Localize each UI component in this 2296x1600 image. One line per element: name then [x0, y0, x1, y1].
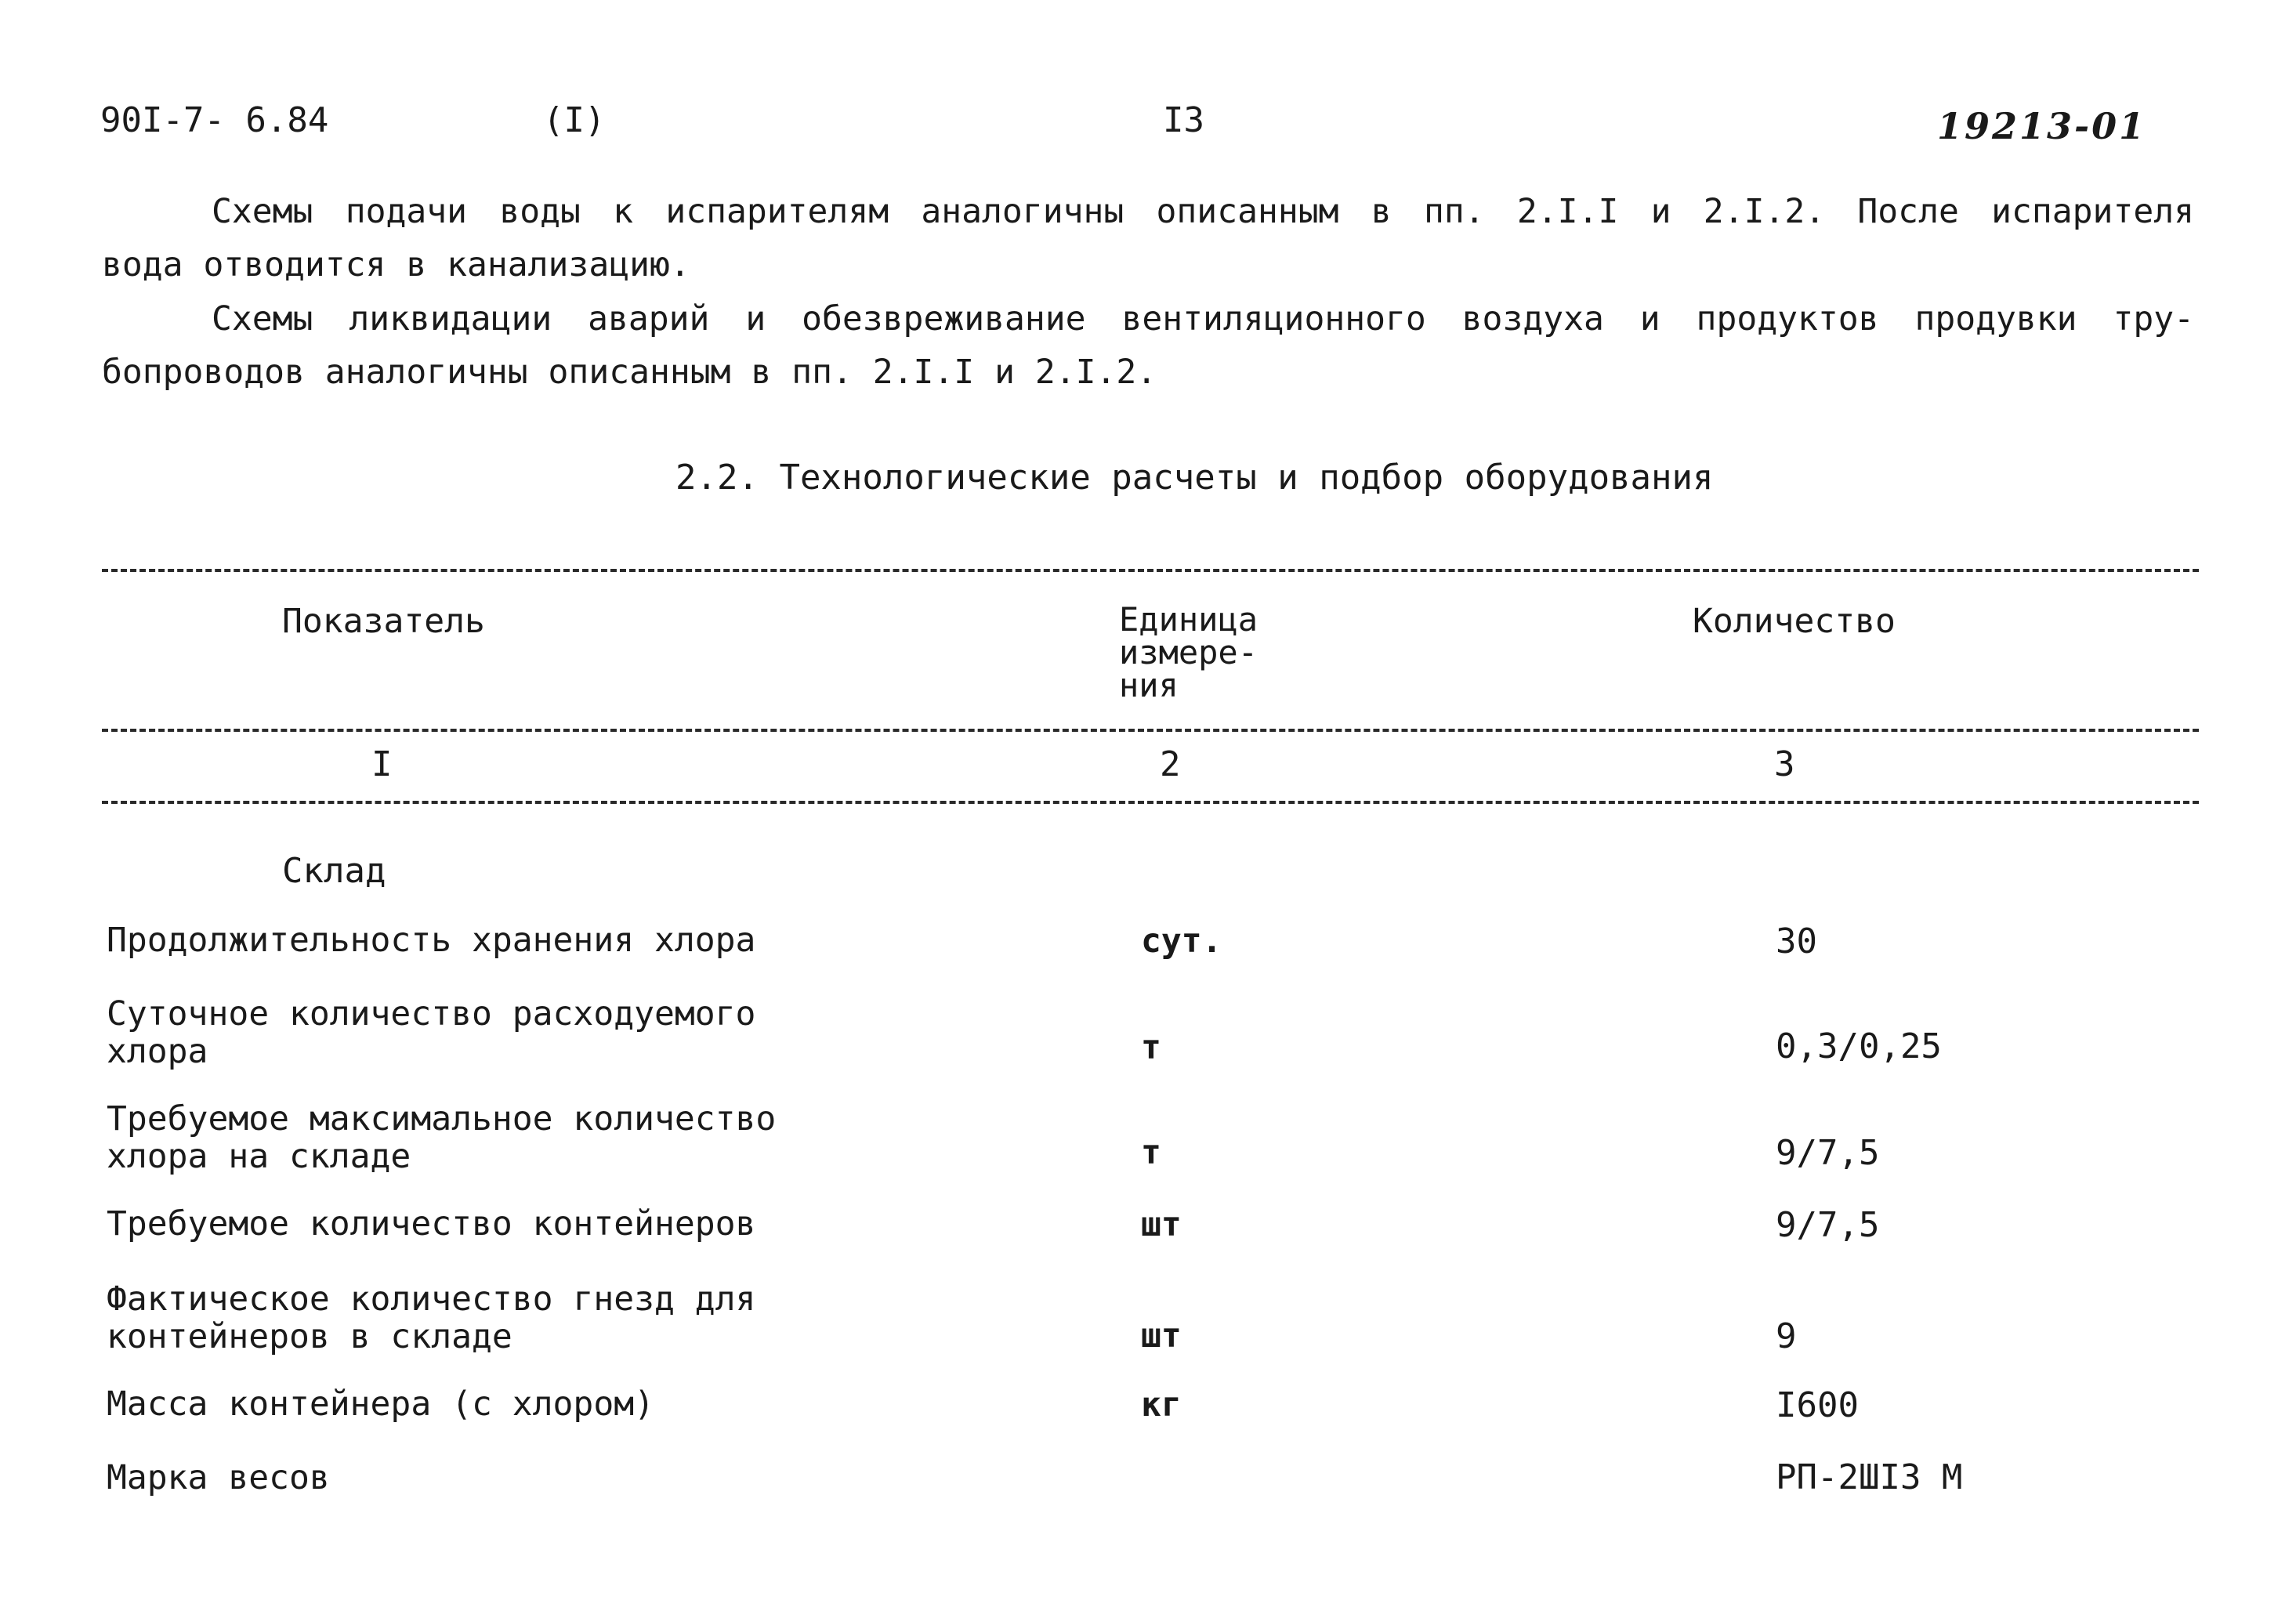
column-header-quantity: Количество — [1693, 602, 1896, 641]
column-number-3: 3 — [1774, 744, 1795, 784]
paragraph-emergency — [102, 292, 2194, 399]
table-row-unit: т — [1141, 1028, 1161, 1067]
table-row-label — [107, 1385, 654, 1423]
table-row-quantity: I600 — [1776, 1385, 1859, 1425]
table-row-quantity: 9/7,5 — [1776, 1205, 1880, 1245]
table-row-quantity: 0,3/0,25 — [1776, 1026, 1942, 1066]
column-header-unit-line: ния — [1119, 666, 1179, 704]
document-part: (I) — [543, 100, 606, 140]
row-label-line: Масса контейнера (с хлором) — [107, 1385, 654, 1424]
page-number: I3 — [1163, 100, 1204, 140]
column-header-indicator: Показатель — [282, 602, 485, 641]
table-row-quantity: 30 — [1776, 921, 1817, 961]
row-label-line: Требуемое количество контейнеров — [107, 1204, 756, 1243]
table-row-label — [107, 1100, 776, 1175]
column-header-unit-line: измере- — [1119, 633, 1258, 671]
table-row-quantity: РП-2ШI3 М — [1776, 1457, 1963, 1497]
column-number-2: 2 — [1160, 744, 1181, 784]
column-number-1: I — [371, 744, 393, 784]
table-row-unit: сут. — [1141, 921, 1222, 961]
table-row-unit: шт — [1141, 1316, 1182, 1356]
row-label-line: контейнеров в складе — [107, 1317, 512, 1356]
table-row-label — [107, 1205, 755, 1243]
paragraph-line: бопроводов аналогичны описанным в пп. 2.I.I и 2.I.2. — [102, 353, 1157, 392]
paragraph-line: Схемы ликвидации аварий и обезвреживание вентиляционного воздуха и продуктов продувки тру- — [212, 299, 2194, 338]
table-header-rule — [102, 729, 2199, 732]
table-top-rule — [102, 569, 2199, 572]
inventory-stamp: 19213-01 — [1937, 105, 2147, 147]
paragraph-line: вода отводится в канализацию. — [102, 245, 690, 284]
row-label-line: хлора на складе — [107, 1137, 411, 1176]
table-section-label: Склад — [282, 851, 386, 891]
paragraph-line: Схемы подачи воды к испарителям аналогичны описанным в пп. 2.I.I и 2.I.2. После испарителя — [212, 192, 2194, 231]
row-label-line: Продолжительность хранения хлора — [107, 921, 756, 960]
table-row-unit: кг — [1141, 1385, 1182, 1424]
column-header-unit-line: Единица — [1119, 600, 1258, 639]
row-label-line: Фактическое количество гнезд для — [107, 1280, 756, 1319]
table-row-label — [107, 1280, 755, 1356]
row-label-line: Марка весов — [107, 1458, 330, 1497]
table-numbers-rule — [102, 801, 2199, 804]
table-row-unit: шт — [1141, 1205, 1182, 1244]
table-row-label — [107, 921, 755, 959]
table-row-label — [107, 995, 755, 1070]
table-row-quantity: 9 — [1776, 1316, 1797, 1356]
row-label-line: Суточное количество расходуемого — [107, 994, 756, 1033]
row-label-line: хлора — [107, 1032, 208, 1071]
paragraph-water-supply — [102, 185, 2194, 291]
row-label-line: Требуемое максимальное количество — [107, 1099, 777, 1138]
table-row-quantity: 9/7,5 — [1776, 1133, 1880, 1173]
table-row-unit: т — [1141, 1133, 1161, 1172]
column-header-unit — [1119, 600, 1323, 704]
document-code: 90I-7- 6.84 — [100, 100, 329, 140]
section-heading: 2.2. Технологические расчеты и подбор оборудования — [675, 458, 1714, 498]
table-row-label — [107, 1459, 330, 1497]
